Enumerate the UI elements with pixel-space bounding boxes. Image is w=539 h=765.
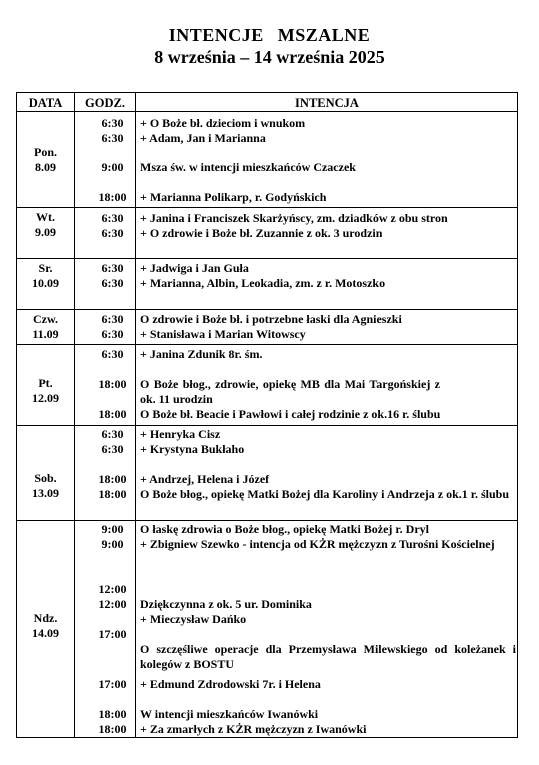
header-date: DATA — [28, 96, 63, 110]
intention-text: Dziękczynna z ok. 5 ur. Dominika — [140, 597, 312, 611]
day-date: 11.09 — [32, 327, 59, 341]
intention-text: + O Boże bł. dzieciom i wnukom — [140, 116, 306, 130]
row-divider — [17, 344, 517, 345]
mass-time: 18:00 — [98, 722, 127, 736]
mass-time: 6:30 — [101, 347, 124, 361]
row-divider — [17, 309, 517, 310]
mass-time: 6:30 — [101, 327, 124, 341]
mass-time: 6:30 — [101, 226, 124, 240]
intention-text: + O zdrowie i Boże bł. Zuzannie z ok. 3 urodzin — [140, 226, 383, 240]
intention-text: + Janina i Franciszek Skarżyńscy, zm. dziadków z obu stron — [140, 211, 448, 225]
mass-time: 18:00 — [98, 472, 127, 486]
mass-time: 6:30 — [101, 312, 124, 326]
intention-text: + Mieczysław Dańko — [140, 612, 247, 626]
intention-text: + Marianna, Albin, Leokadia, zm. z r. Motoszko — [140, 276, 386, 290]
day-name: Czw. — [33, 312, 58, 326]
mass-time: 18:00 — [98, 707, 127, 721]
day-date: 9.09 — [35, 225, 56, 239]
day-name: Sob. — [34, 471, 57, 485]
mass-time: 6:30 — [101, 211, 124, 225]
day-date: 8.09 — [35, 160, 56, 174]
day-date: 10.09 — [32, 276, 59, 290]
row-divider — [17, 258, 517, 259]
intention-text: Msza św. w intencji mieszkańców Czaczek — [140, 160, 356, 174]
intention-text: W intencji mieszkańców Iwanówki — [140, 707, 319, 721]
day-name: Pt. — [38, 376, 53, 390]
mass-time: 18:00 — [98, 407, 127, 421]
mass-time: 18:00 — [98, 190, 127, 204]
intentions-table — [16, 92, 518, 738]
intention-text: + Andrzej, Helena i Józef — [140, 472, 270, 486]
mass-time: 6:30 — [101, 442, 124, 456]
mass-time: 18:00 — [98, 487, 127, 501]
intention-text: + Henryka Cisz — [140, 427, 221, 441]
mass-time: 6:30 — [101, 427, 124, 441]
mass-time: 9:00 — [101, 522, 124, 536]
day-name: Sr. — [38, 261, 53, 275]
intention-text: + Marianna Polikarp, r. Godyńskich — [140, 190, 327, 204]
title-word-1: INTENCJE — [168, 25, 264, 45]
title-word-2: MSZALNE — [277, 25, 371, 45]
day-date: 12.09 — [32, 391, 59, 405]
day-name: Ndz. — [33, 611, 58, 625]
header-divider — [17, 111, 517, 112]
mass-time: 6:30 — [101, 261, 124, 275]
intention-text: + Adam, Jan i Marianna — [140, 131, 266, 145]
mass-time: 12:00 — [98, 597, 127, 611]
intention-text: O Boże bł. Beacie i Pawłowi i całej rodzinie z ok.16 r. ślubu — [140, 407, 441, 421]
intention-text: O Boże błog., zdrowie, opiekę MB dla Mai Targońskiej z ok. 11 urodzin — [140, 377, 440, 406]
intention-text: + Zbigniew Szewko - intencja od KŻR mężczyzn z Turośni Kościelnej — [140, 537, 495, 551]
intention-text: + Stanisława i Marian Witowscy — [140, 327, 306, 341]
page-title — [0, 25, 539, 46]
mass-time: 12:00 — [98, 582, 127, 596]
mass-time: 17:00 — [98, 677, 127, 691]
header-time: GODZ. — [85, 96, 125, 110]
intention-text: + Janina Zdunik 8r. śm. — [140, 347, 263, 361]
day-name: Wt. — [36, 210, 55, 224]
row-divider — [17, 207, 517, 208]
intention-text: O Boże błog., opiekę Matki Bożej dla Karoliny i Andrzeja z ok.1 r. ślubu — [140, 487, 510, 501]
mass-time: 9:00 — [101, 537, 124, 551]
row-divider — [17, 425, 517, 426]
day-date: 13.09 — [32, 486, 59, 500]
intention-text: + Edmund Zdrodowski 7r. i Helena — [140, 677, 321, 691]
mass-time: 6:30 — [101, 116, 124, 130]
mass-time: 6:30 — [101, 131, 124, 145]
header-intention: INTENCJA — [295, 96, 359, 110]
intention-text: + Jadwiga i Jan Guła — [140, 261, 249, 275]
row-divider — [17, 520, 517, 521]
intention-text: O zdrowie i Boże bł. i potrzebne łaski dla Agnieszki — [140, 312, 402, 326]
day-date: 14.09 — [32, 626, 59, 640]
mass-time: 17:00 — [98, 627, 127, 641]
mass-time: 6:30 — [101, 276, 124, 290]
mass-time: 18:00 — [98, 377, 127, 391]
intention-text: O szczęśliwe operacje dla Przemysława Milewskiego od koleżanek i kolegów z BOSTU — [140, 642, 516, 671]
page-subtitle: 8 września – 14 września 2025 — [154, 47, 385, 67]
day-name: Pon. — [33, 145, 57, 159]
intention-text: O łaskę zdrowia o Boże błog., opiekę Matki Bożej r. Dryl — [140, 522, 429, 536]
intention-text: + Za zmarłych z KŻR mężczyzn z Iwanówki — [140, 722, 367, 736]
mass-time: 9:00 — [101, 160, 124, 174]
intention-text: + Krystyna Bukłaho — [140, 442, 245, 456]
